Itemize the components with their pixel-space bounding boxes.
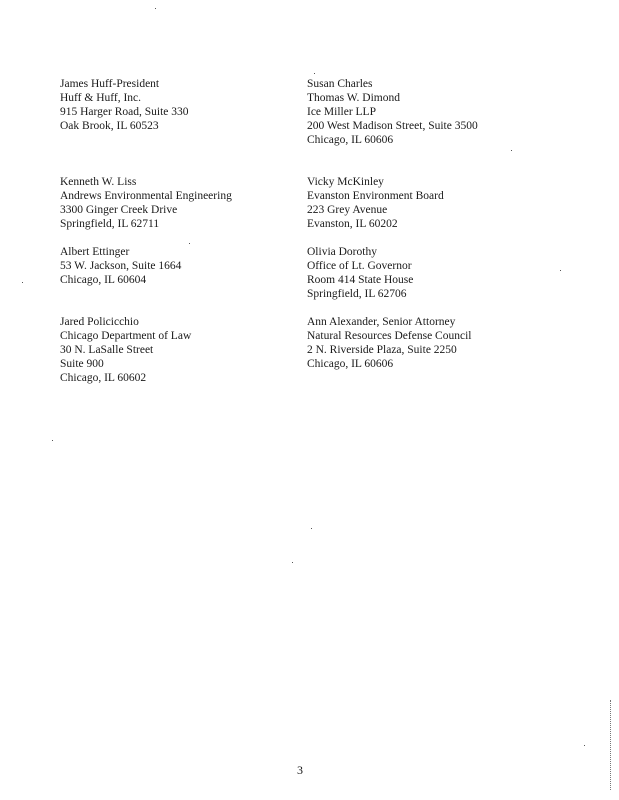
address-block-ettinger — [60, 245, 181, 287]
scan-speck — [52, 440, 53, 441]
address-block-alexander — [307, 315, 471, 371]
address-block-charles-dimond — [307, 77, 478, 147]
page-number: 3 — [297, 763, 303, 777]
address-line: Thomas W. Dimond — [307, 92, 400, 104]
scan-speck — [22, 282, 23, 283]
scan-speck — [511, 150, 512, 151]
address-line: Evanston Environment Board — [307, 190, 444, 202]
address-line: Evanston, IL 60202 — [307, 218, 398, 230]
address-block-mckinley — [307, 175, 444, 231]
address-line: Jared Policicchio — [60, 316, 139, 328]
address-line: Albert Ettinger — [60, 246, 130, 258]
address-line: Olivia Dorothy — [307, 246, 377, 258]
address-line: 2 N. Riverside Plaza, Suite 2250 — [307, 344, 457, 356]
address-line: Chicago, IL 60604 — [60, 274, 147, 286]
address-line: Susan Charles — [307, 78, 373, 90]
address-line: James Huff-President — [60, 78, 160, 90]
address-line: 915 Harger Road, Suite 330 — [60, 106, 189, 118]
scan-speck — [314, 73, 315, 74]
address-line: 223 Grey Avenue — [307, 204, 388, 216]
address-line: 53 W. Jackson, Suite 1664 — [60, 260, 182, 272]
address-line: Springfield, IL 62711 — [60, 218, 160, 230]
address-line: 3300 Ginger Creek Drive — [60, 204, 178, 216]
scan-speck — [584, 745, 585, 746]
address-line: Office of Lt. Governor — [307, 260, 412, 272]
address-line: Huff & Huff, Inc. — [60, 92, 142, 104]
address-line: Chicago Department of Law — [60, 330, 192, 342]
scan-speck — [311, 528, 312, 529]
address-line: Chicago, IL 60606 — [307, 134, 394, 146]
address-line: Kenneth W. Liss — [60, 176, 137, 188]
address-line: 30 N. LaSalle Street — [60, 344, 154, 356]
scan-speck — [155, 8, 156, 9]
address-block-liss — [60, 175, 232, 231]
address-line: Vicky McKinley — [307, 176, 384, 188]
address-line: Chicago, IL 60606 — [307, 358, 394, 370]
address-line: Suite 900 — [60, 358, 104, 370]
address-line: Chicago, IL 60602 — [60, 372, 147, 384]
address-line: Springfield, IL 62706 — [307, 288, 407, 300]
address-line: 200 West Madison Street, Suite 3500 — [307, 120, 478, 132]
address-line: Room 414 State House — [307, 274, 414, 286]
address-block-huff — [60, 77, 189, 133]
address-block-dorothy — [307, 245, 413, 301]
scan-speck — [560, 270, 561, 271]
address-line: Natural Resources Defense Council — [307, 330, 472, 342]
scan-edge-mark — [609, 700, 611, 790]
address-line: Oak Brook, IL 60523 — [60, 120, 159, 132]
scan-speck — [189, 243, 190, 244]
address-line: Ann Alexander, Senior Attorney — [307, 316, 456, 328]
address-block-policicchio — [60, 315, 191, 385]
address-line: Andrews Environmental Engineering — [60, 190, 232, 202]
scan-speck — [292, 562, 293, 563]
address-line: Ice Miller LLP — [307, 106, 376, 118]
